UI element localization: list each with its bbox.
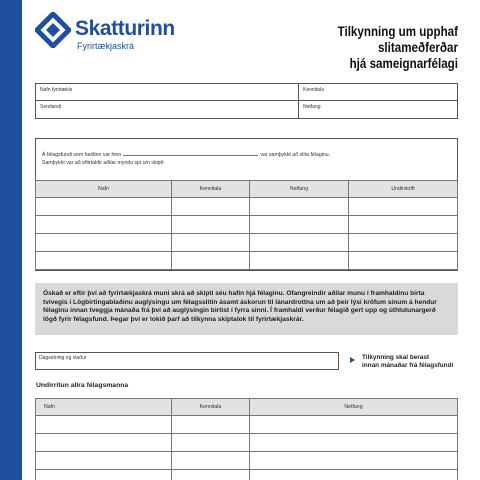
table-header-row bbox=[36, 181, 458, 198]
meeting-prefix: Á félagsfundi sem haldinn var hinn bbox=[42, 152, 122, 158]
table-row bbox=[36, 452, 458, 470]
meeting-agreement: Samþykkt var að eftirtaldir aðilar myndu sjá um skiptí: bbox=[42, 160, 165, 166]
meeting-section bbox=[35, 138, 458, 271]
liquidators-table bbox=[35, 180, 458, 270]
arrow-right-icon bbox=[350, 357, 355, 363]
sig-col-header-email: Netfang bbox=[250, 399, 458, 416]
table-row bbox=[36, 252, 458, 270]
table-row bbox=[36, 216, 458, 234]
sig-col-header-kennitala: Kennitala bbox=[172, 399, 250, 416]
deadline-line-2: innan mánaðar frá félagsfundi bbox=[362, 361, 454, 369]
meeting-statement bbox=[42, 151, 330, 159]
logo bbox=[35, 12, 195, 56]
brand-sidebar bbox=[0, 0, 22, 480]
sender-field[interactable]: Sendandi bbox=[40, 104, 62, 110]
signatures-heading: Undirritun allra félagsmanna bbox=[36, 382, 129, 389]
col-header-signature: Undirskrift bbox=[349, 181, 458, 198]
date-place-field[interactable]: Dagsetning og staður bbox=[35, 352, 339, 370]
notice-box: Óskað er eftir því að fyrirtækjaskrá muni skrá að skipti séu hafin hjá félaginu. Ofangreindir aðilar munu í framhaldinu birta tvívegis í Lögbirtingablaðinu auglýsingu um félagsslitin ásamt áskorun til lánardrottna um að þeir lýsi kröfum sínum á hendur félaginu innan tveggja mánaða frá því að auglýsingin birtist í fyrra sinni. Í framhaldi verður félagið gert upp og úthlutunargerð lögð fyrir félagsfund. Þegar því er lokið þarf að tilkynna skiptalok til fyrirtækjaskrár. bbox=[35, 283, 458, 335]
table-row bbox=[36, 234, 458, 252]
skatturinn-logo-icon bbox=[35, 12, 71, 48]
table-row bbox=[36, 470, 458, 480]
signatures-table bbox=[35, 398, 458, 480]
meeting-suffix: var samþykkt að slíta félaginu. bbox=[260, 152, 331, 158]
table-row bbox=[36, 416, 458, 434]
logo-subtitle: Fyrirtækjaskrá bbox=[77, 41, 135, 51]
table-header-row bbox=[36, 399, 458, 416]
col-header-name: Nafn bbox=[36, 181, 172, 198]
sig-col-header-name: Nafn bbox=[36, 399, 172, 416]
company-name-field[interactable]: Nafn fyrirtækis bbox=[40, 87, 73, 93]
meeting-date-field[interactable] bbox=[123, 151, 258, 156]
document-title bbox=[260, 24, 458, 72]
table-row bbox=[36, 198, 458, 216]
deadline-note bbox=[362, 354, 453, 369]
logo-name: Skatturinn bbox=[75, 17, 175, 40]
kennitala-field[interactable]: Kennitala bbox=[303, 87, 324, 93]
table-row bbox=[36, 434, 458, 452]
company-info-box bbox=[35, 83, 458, 119]
deadline-line-1: Tilkynning skal berast bbox=[362, 354, 430, 361]
col-header-email: Netfang bbox=[250, 181, 349, 198]
email-field[interactable]: Netfang bbox=[303, 104, 321, 110]
title-line-2: hjá sameignarfélagi bbox=[349, 56, 458, 71]
title-line-1: Tilkynning um upphaf slitameðferðar bbox=[337, 24, 458, 55]
col-header-kennitala: Kennitala bbox=[172, 181, 250, 198]
